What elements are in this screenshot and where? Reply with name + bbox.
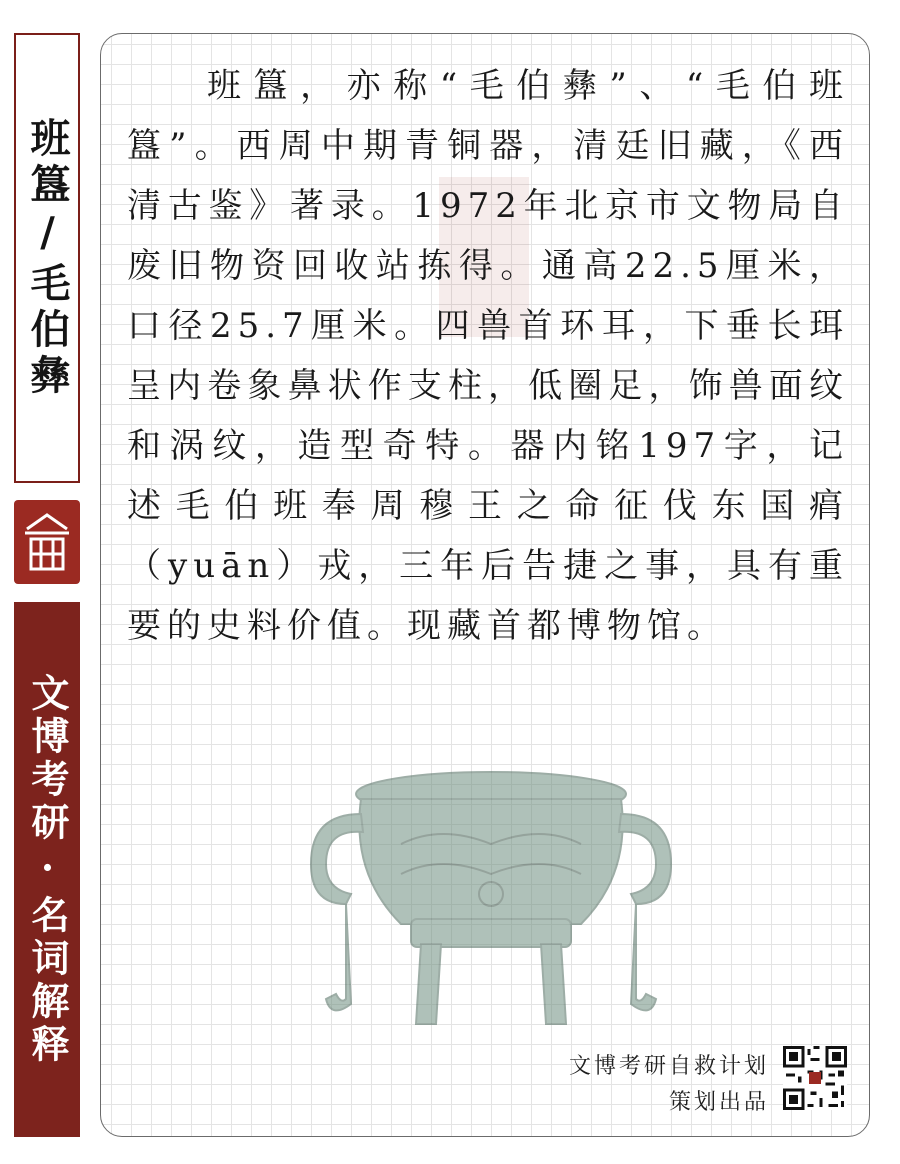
credit-line-2: 策划出品 bbox=[668, 1090, 769, 1115]
title-box bbox=[14, 33, 80, 483]
seal-icon bbox=[14, 500, 80, 584]
article-body: 班簋，亦称“毛伯彝”、“毛伯班簋”。西周中期青铜器，清廷旧藏，《西清古鉴》著录。1972年北京市文物局自废旧物资回收站拣得。通高22.5厘米，口径25.7厘米。四兽首环耳，下垂长珥呈内卷象鼻状作支柱，低圈足，饰兽面纹和涡纹，造型奇特。器内铭197字，记述毛伯班奉周穆王之命征伐东国㾓（yuān）戎，三年后告捷之事，具有重要的史料价值。现藏首都博物馆。 bbox=[127, 66, 849, 646]
series-banner bbox=[14, 602, 80, 1137]
page-title: 班簋/毛伯彝 bbox=[24, 116, 71, 400]
series-label: 文博考研·名词解释 bbox=[25, 672, 70, 1067]
content-card bbox=[100, 33, 870, 1137]
credit-text bbox=[569, 1049, 769, 1121]
bronze-gui-vessel-image bbox=[291, 754, 691, 1034]
credit-line-1: 文博考研自救计划 bbox=[568, 1054, 769, 1079]
qr-code-icon[interactable] bbox=[783, 1046, 847, 1110]
